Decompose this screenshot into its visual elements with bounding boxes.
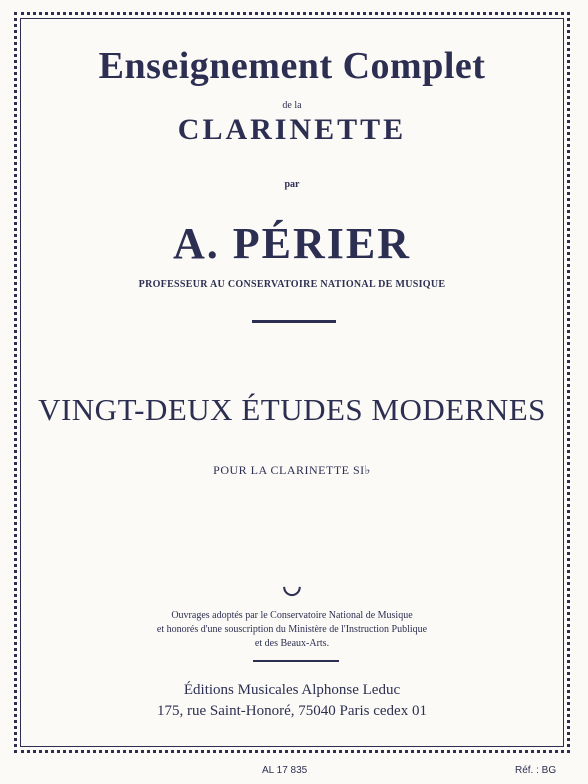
divider-rule [252, 320, 336, 323]
note-line: et des Beaux-Arts. [254, 638, 330, 649]
author-role: PROFESSEUR AU CONSERVATOIRE NATIONAL DE MUSIQUE [138, 279, 446, 290]
publisher-name: Éditions Musicales Alphonse Leduc [183, 682, 401, 698]
publisher-block [20, 680, 564, 722]
catalog-number: AL 17 835 [262, 765, 308, 776]
ornament-icon: ◡ [282, 573, 302, 598]
note-line: et honorés d'une souscription du Ministère de l'Instruction Publique [156, 624, 428, 635]
publisher-address: 175, rue Saint-Honoré, 75040 Paris cedex 01 [157, 703, 427, 719]
note-line: Ouvrages adoptés par le Conservatoire National de Musique [171, 610, 413, 621]
author-name: A. PÉRIER [172, 219, 412, 268]
adoption-notes [20, 609, 564, 651]
work-title: VINGT-DEUX ÉTUDES MODERNES [38, 392, 546, 427]
divider-rule [253, 660, 339, 662]
series-title: Enseignement Complet [98, 45, 486, 87]
par-text: par [284, 179, 300, 190]
instrument-title: CLARINETTE [177, 113, 407, 146]
work-subtitle: POUR LA CLARINETTE SI♭ [213, 463, 371, 477]
de-la-text: de la [282, 100, 302, 111]
reference-code: Réf. : BG [515, 765, 557, 776]
